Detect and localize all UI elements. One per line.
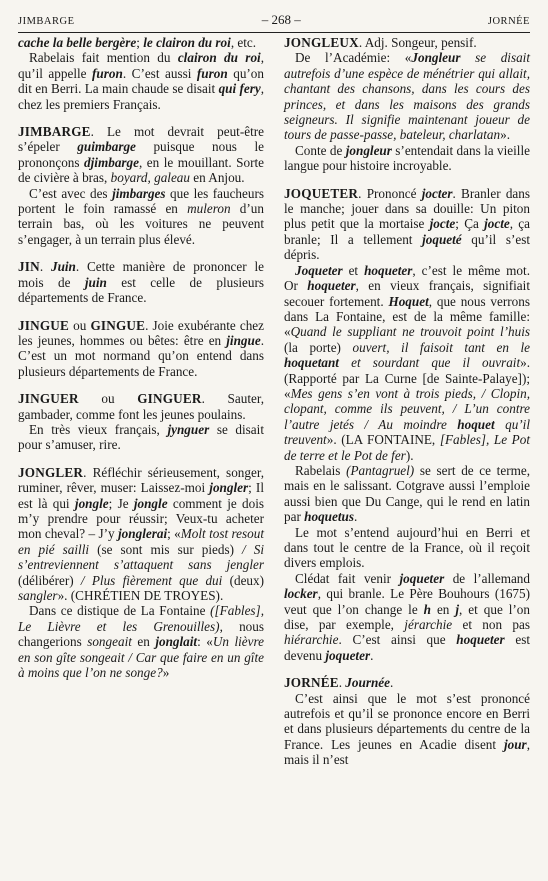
text-run: hoqueter <box>456 632 505 648</box>
entry-definition <box>18 465 264 604</box>
continuation-paragraph <box>18 35 264 50</box>
text-run: . Adj. Songeur, pensif. <box>358 35 477 50</box>
text-run: ; Il est là qui <box>18 480 264 511</box>
headword: JIN <box>18 259 40 275</box>
text-run: . Sauter, gambader, comme font les jeunes poulains. <box>18 391 264 422</box>
text-run: est celle de plusieurs départements de France. <box>18 274 264 306</box>
text-run: en Anjou. <box>190 170 245 186</box>
text-run: . <box>39 259 51 275</box>
entry-paragraph <box>284 525 530 571</box>
entry-definition <box>18 391 264 422</box>
text-run: ». (CHRÉTIEN DE TROYES). <box>57 588 224 603</box>
text-run: ouvert, il faisoit tant en le <box>352 339 530 355</box>
text-run: (deux) <box>222 572 264 588</box>
text-run: , que nous verrons dans La Fontaine, est de la même famille: « <box>284 293 530 340</box>
entry-definition <box>18 124 264 186</box>
text-run: boyard, galeau <box>110 170 190 186</box>
headword: GINGUE <box>90 317 146 333</box>
entry-paragraph <box>18 603 264 680</box>
text-run: C’est ainsi que le mot s’est prononcé autrefois et qu’il se prononce encore en Berri et dans plusieurs départements du centre de la France. Les jeunes en Acadie disent <box>284 690 530 752</box>
text-run: juin <box>84 274 107 290</box>
continuation-paragraph <box>18 50 264 112</box>
text-run: Jongleur <box>411 50 461 66</box>
text-run: . Branler dans le manche; jouer dans sa douille: Un piton plus petit que la mortaise <box>284 185 531 232</box>
dictionary-entry <box>18 318 264 380</box>
dictionary-entry <box>284 186 530 664</box>
text-run: ([Fables], Le Lièvre et les Grenouilles) <box>18 603 264 634</box>
text-run: (se sont mis sur pieds) <box>89 541 243 557</box>
text-run: : « <box>197 634 213 650</box>
text-run: clairon du roi <box>177 50 261 66</box>
text-run: , et que l’on dise, par exemple, <box>284 601 530 633</box>
text-run: en <box>430 601 456 617</box>
text-run: , chez les premiers Français. <box>18 81 265 112</box>
dictionary-entry <box>18 259 264 305</box>
text-run: Dans ce distique de La Fontaine <box>29 603 211 619</box>
running-head-right: JORNÉE <box>487 16 530 27</box>
headword: JIMBARGE <box>18 124 91 140</box>
text-run: djimbarge <box>84 154 139 170</box>
text-run: qui fery <box>218 81 261 97</box>
entry-paragraph <box>284 691 530 768</box>
text-run: jocte <box>484 216 510 232</box>
text-run: et sourdant que il ouvrait <box>351 355 521 371</box>
text-run: comment je dois m’y prendre pour réussir; Veux-tu acheter mon cheval? – J’y <box>18 495 264 542</box>
text-run: puisque nous le prononçons <box>18 139 264 170</box>
text-run: et <box>342 262 365 278</box>
text-run: . <box>390 675 394 691</box>
text-run: , en le mouillant. Sorte de civière à bras, <box>18 154 264 186</box>
text-run: ». (LA FONTAINE, <box>326 432 440 448</box>
dictionary-entry <box>18 465 264 681</box>
text-run: jongleur <box>345 142 392 158</box>
text-run: jongle <box>133 495 168 511</box>
text-run: jynguer <box>167 421 210 437</box>
text-run: j <box>455 601 460 617</box>
dictionary-entry <box>18 391 264 453</box>
text-run: hoquetus <box>304 509 354 525</box>
text-run: et non pas <box>452 617 530 633</box>
entry-paragraph <box>284 463 530 525</box>
text-run: Hoquet <box>388 293 429 309</box>
entry-paragraph <box>284 263 530 463</box>
text-run: Rabelais <box>295 462 347 478</box>
text-run: ; Ça <box>455 216 485 232</box>
text-run <box>339 355 351 370</box>
text-run: Clédat fait venir <box>295 570 400 586</box>
page-number: – 268 – <box>261 12 301 27</box>
text-run: joqueter <box>399 570 445 586</box>
text-run: , nous changerions <box>18 618 264 650</box>
text-run: cache la belle bergère <box>18 35 137 50</box>
text-run: Joqueter <box>295 262 343 278</box>
entry-definition <box>284 35 530 50</box>
headword: JONGLER <box>18 464 84 480</box>
text-run: Rabelais fait mention du <box>29 50 178 66</box>
headword: JORNÉE <box>284 675 339 691</box>
text-run: . Réfléchir sérieusement, songer, ruminer, rêver, muser: Laissez-moi <box>18 464 264 496</box>
text-run: de l’allemand <box>444 570 530 586</box>
text-run: hiérarchie <box>284 632 339 648</box>
text-run: Conte de <box>295 142 346 158</box>
text-run: jonglait <box>155 634 198 650</box>
text-run: qu’il treuvent <box>284 416 531 448</box>
text-run: . <box>353 509 358 525</box>
text-run: ; « <box>167 526 181 542</box>
text-run: Journée <box>345 675 390 691</box>
text-run: se disait pour s’amuser, rire. <box>18 421 264 453</box>
text-run: hoquet <box>457 416 495 432</box>
text-run: (la porte) <box>284 339 353 355</box>
text-run: , en vieux français, signifiait secouer fortement. <box>284 278 530 309</box>
left-column <box>18 35 264 768</box>
text-run: jour <box>503 736 527 752</box>
text-run: Mes gens s’en vont à trois pieds, / Clopin, clopant, comme ils peuvent, / L’un contre l’autre jetés / Au moindre <box>284 385 530 432</box>
text-run: en <box>131 634 156 650</box>
text-run: furon <box>196 65 228 81</box>
entry-definition <box>284 186 530 263</box>
text-run: qu’on dit en Berri. La main chaude se disait <box>18 65 264 97</box>
entry-paragraph <box>284 143 530 174</box>
headword: GINGUER <box>137 391 202 407</box>
text-run: C’est avec des <box>29 185 113 201</box>
entry-paragraph <box>18 422 264 453</box>
header-rule <box>18 32 530 33</box>
text-run: furon <box>92 65 123 81</box>
text-run: De l’Académie: « <box>295 50 412 66</box>
text-run: . Le mot devrait peut-être s’épeler <box>18 124 264 155</box>
text-run: En très vieux français, <box>29 421 168 437</box>
text-run: . C’est un mot normand qu’on entend dans plusieurs départements de France. <box>18 332 264 379</box>
text-run: qu’il s’est dépris. <box>284 231 530 263</box>
text-run: jonglerai <box>118 526 168 542</box>
running-head <box>18 12 530 28</box>
text-run: , c’est le même mot. Or <box>284 262 530 294</box>
text-run: [Fables], Le Pot de terre et le Pot de fer <box>284 432 530 463</box>
text-run: / Si s’entreviennent s’attaquent sans jengler <box>18 541 264 573</box>
text-run: est devenu <box>284 632 530 663</box>
dictionary-entry <box>284 35 530 174</box>
text-run: Le mot s’entend aujourd’hui en Berri et dans tout le centre de la France, où il reçoit divers emplois. <box>284 524 530 571</box>
entry-paragraph <box>284 571 530 663</box>
text-run: Juin <box>50 259 76 275</box>
text-run: le clairon du roi <box>143 35 231 50</box>
text-run: . <box>338 675 346 691</box>
text-run: . Cette manière de prononcer le mois de <box>18 259 264 290</box>
text-run: . <box>370 647 374 663</box>
text-run: d’un terrain bas, où les voitures ne peuvent s’engager, à un terrain plus élevé. <box>18 201 264 247</box>
text-run: sangler <box>18 588 58 603</box>
text-run: , qu’il appelle <box>18 50 264 81</box>
text-run: joqueter <box>325 647 371 663</box>
text-run: jongle <box>74 495 109 511</box>
text-run: . Prononcé <box>358 185 422 201</box>
headword: JINGUER <box>18 391 79 407</box>
two-column-body <box>18 35 530 768</box>
text-run: s’entendait dans la vieille langue pour histoire incroyable. <box>284 142 530 174</box>
text-run: , mais il n’est <box>284 736 530 768</box>
text-run <box>495 417 505 432</box>
text-run: ; <box>136 35 144 50</box>
text-run: jingue <box>226 332 261 348</box>
text-run: ». <box>500 127 511 143</box>
headword: JINGUE <box>18 317 70 333</box>
text-run: (Pantagruel) <box>346 462 415 478</box>
text-run: que les faucheurs portent le foin ramassé en <box>18 185 264 217</box>
text-run: se sert de ce terme, mais en le salissant. Cotgrave aussi l’emploie aussi bien que Du Cange, qui le rend en latin par <box>284 462 530 525</box>
entry-definition <box>18 259 264 305</box>
text-run: jimbarges <box>112 185 166 201</box>
text-run: (délibérer) <box>18 572 81 588</box>
text-run: ». (Rapporté par La Curne [de Sainte-Palaye]); « <box>284 355 531 401</box>
text-run: . Joie exubérante chez les jeunes, hommes ou bêtes: être en <box>18 317 264 348</box>
entry-paragraph <box>284 50 530 142</box>
text-run: , qui branle. Le Père Bouhours (1675) veut que l’on change le <box>284 586 530 617</box>
text-run: jocter <box>421 185 453 201</box>
dictionary-entry <box>18 124 264 247</box>
text-run: , ça branle; Il a tellement <box>284 216 530 247</box>
text-run: . C’est ainsi que <box>338 632 457 648</box>
headword: JONGLEUX <box>284 35 359 50</box>
text-run: jongler <box>209 480 249 496</box>
text-run: ; Je <box>108 495 134 511</box>
text-run: jocte <box>429 216 456 232</box>
text-run: se disait autrefois d’une espèce de ménétrier qui allait, chantant des chansons, dans les cours des princes, et dans les maisons des grands seigneurs. Il signifie maintenant joueur de tours de passe-passe, bateleur, charlatan <box>284 50 530 143</box>
text-run: h <box>423 601 431 617</box>
text-run: hoqueter <box>307 278 356 294</box>
text-run: muleron <box>187 201 231 217</box>
text-run: hoqueter <box>364 262 413 278</box>
entry-paragraph <box>18 186 264 248</box>
right-column <box>284 35 530 768</box>
entry-definition <box>284 675 530 690</box>
text-run: hoquetant <box>284 355 339 371</box>
entry-definition <box>18 318 264 380</box>
text-run: Un lièvre en son gîte songeait / Car que faire en un gîte à moins que l’on ne songe? <box>18 634 264 681</box>
text-run: Molt tost resout en pié sailli <box>18 526 264 557</box>
text-run: joqueté <box>422 231 462 247</box>
dictionary-entry <box>284 675 530 767</box>
text-run: jérarchie <box>404 617 453 633</box>
headword: JOQUETER <box>284 185 359 201</box>
text-run: , etc. <box>230 35 257 50</box>
text-run <box>460 50 475 65</box>
text-run: locker <box>284 586 318 602</box>
text-run: . C’est aussi <box>122 65 197 81</box>
text-run: Quand le suppliant ne trouvoit point l’huis <box>290 324 530 340</box>
text-run: songeait <box>87 634 132 650</box>
running-head-left: JIMBARGE <box>18 16 75 27</box>
text-run: guimbarge <box>77 139 136 155</box>
text-run: / Plus fièrement que dui <box>80 572 223 588</box>
text-run: » <box>162 665 170 681</box>
text-run: ou <box>78 391 138 407</box>
text-run: ). <box>405 447 414 463</box>
text-run: ou <box>69 317 91 333</box>
